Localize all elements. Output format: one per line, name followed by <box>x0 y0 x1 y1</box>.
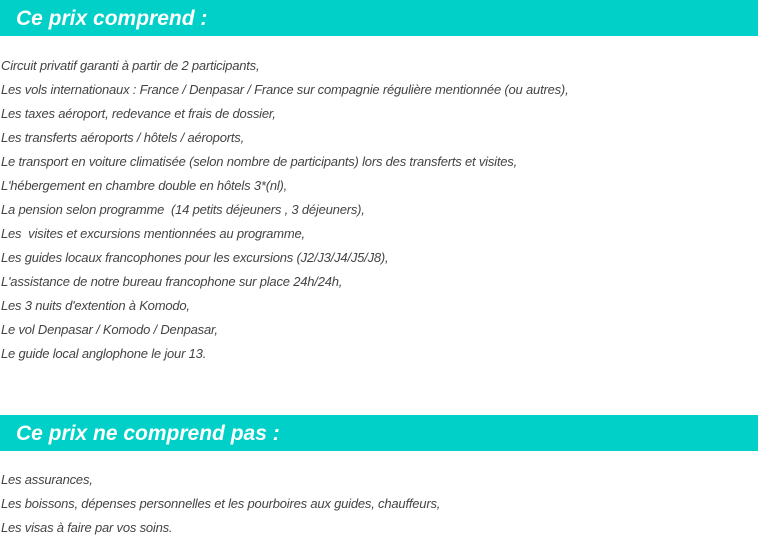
list-item: Les 3 nuits d'extention à Komodo, <box>1 298 190 313</box>
list-item: Le vol Denpasar / Komodo / Denpasar, <box>1 322 218 337</box>
list-item: Les taxes aéroport, redevance et frais de dossier, <box>1 106 276 121</box>
included-list <box>1 54 568 366</box>
list-item: L'hébergement en chambre double en hôtels 3*(nl), <box>1 178 288 193</box>
excluded-heading: Ce prix ne comprend pas : <box>0 415 758 451</box>
list-item: Les vols internationaux : France / Denpasar / France sur compagnie régulière mentionnée (ou autres), <box>1 82 569 97</box>
list-item: Les visites et excursions mentionnées au programme, <box>1 226 305 241</box>
list-item: Les assurances, <box>1 472 93 487</box>
list-item: Le guide local anglophone le jour 13. <box>1 346 207 361</box>
excluded-list <box>1 468 440 540</box>
list-item: L'assistance de notre bureau francophone sur place 24h/24h, <box>1 274 343 289</box>
list-item: Les visas à faire par vos soins. <box>1 520 173 535</box>
list-item: Les transferts aéroports / hôtels / aéroports, <box>1 130 244 145</box>
list-item: Les boissons, dépenses personnelles et les pourboires aux guides, chauffeurs, <box>1 496 441 511</box>
list-item: Le transport en voiture climatisée (selon nombre de participants) lors des transferts et visites, <box>1 154 518 169</box>
list-item: La pension selon programme (14 petits déjeuners , 3 déjeuners), <box>1 202 365 217</box>
list-item: Les guides locaux francophones pour les excursions (J2/J3/J4/J5/J8), <box>1 250 389 265</box>
included-heading: Ce prix comprend : <box>0 0 758 36</box>
list-item: Circuit privatif garanti à partir de 2 participants, <box>1 58 260 73</box>
